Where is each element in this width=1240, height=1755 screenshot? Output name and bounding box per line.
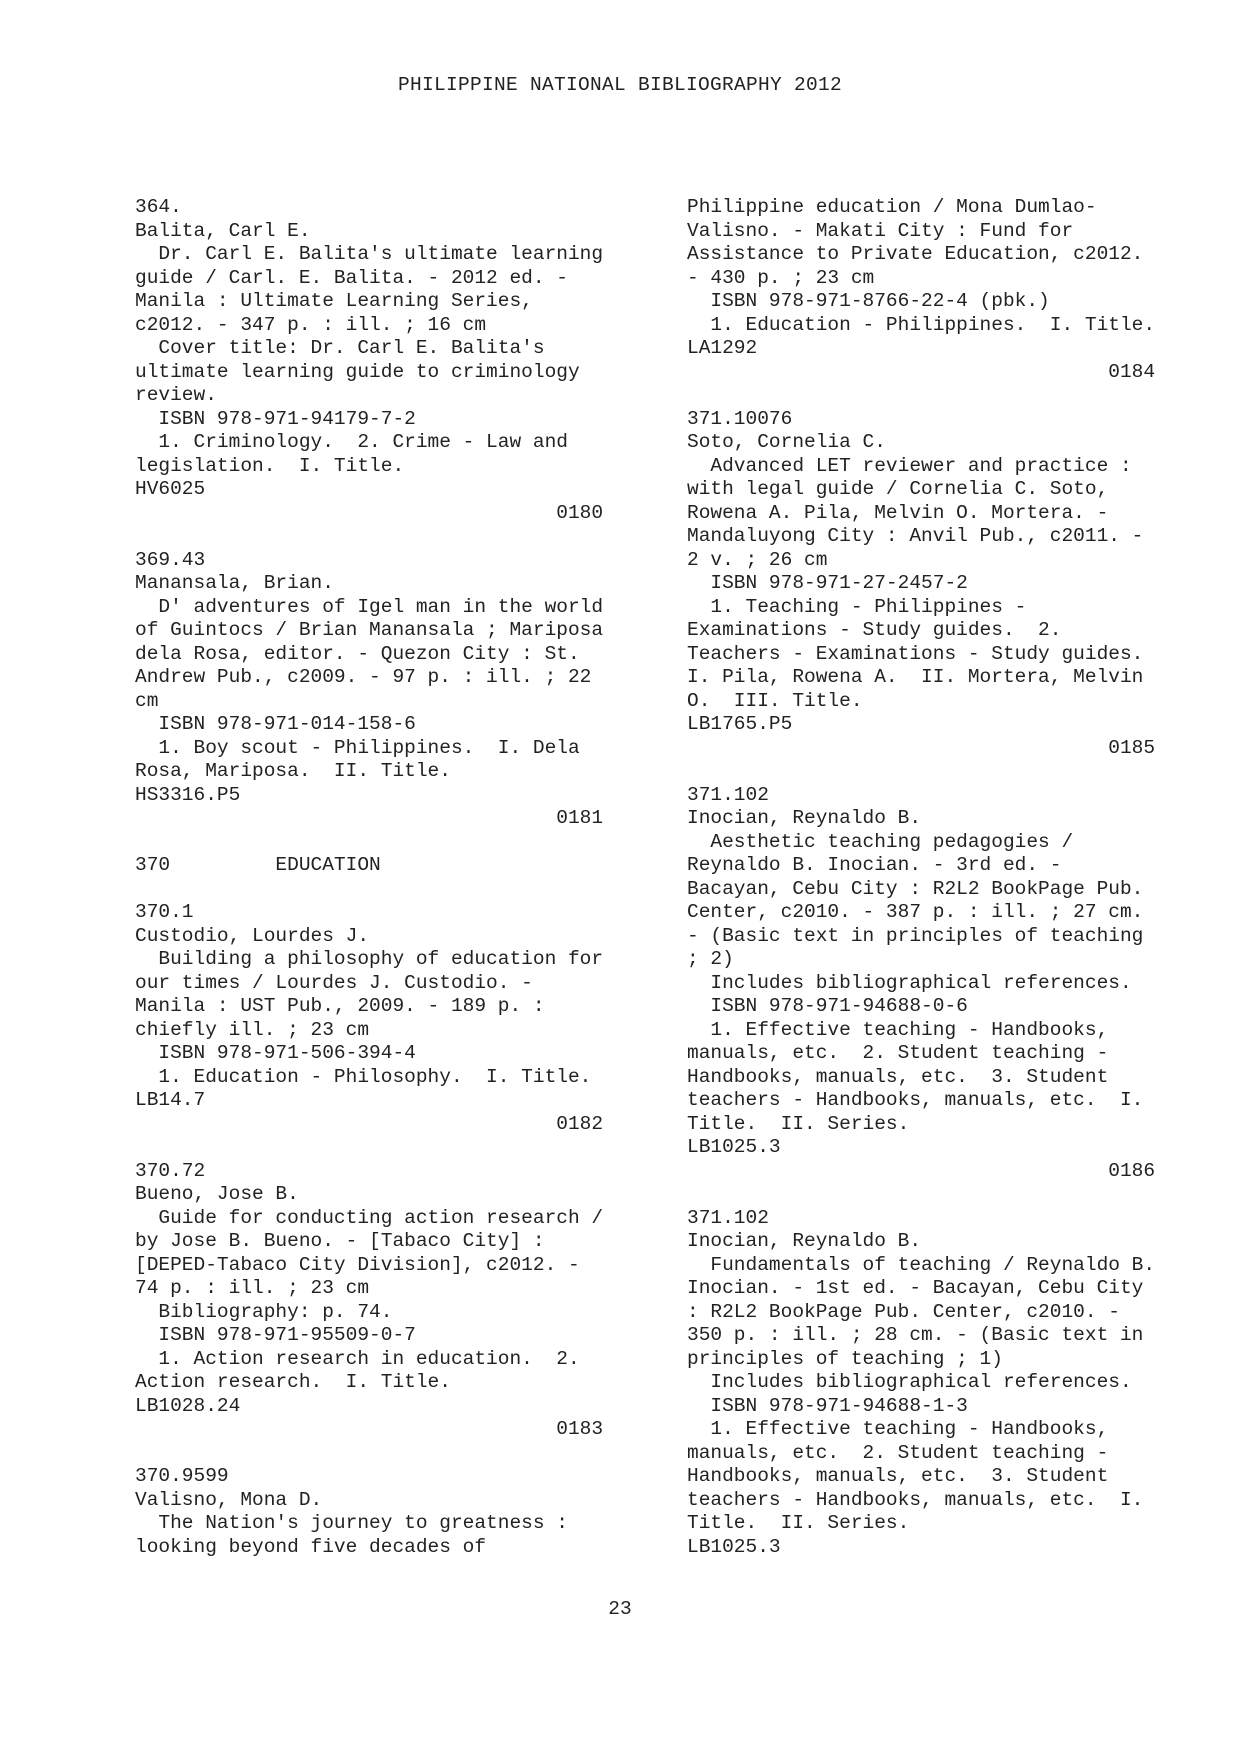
text-line: Bibliography: p. 74. bbox=[135, 1300, 393, 1323]
text-line: Action research. I. Title. bbox=[135, 1371, 451, 1393]
text-line: 1. Effective teaching - Handbooks, bbox=[687, 1018, 1109, 1041]
text-line: Custodio, Lourdes J. bbox=[135, 924, 370, 947]
blank-line bbox=[135, 1442, 655, 1466]
text-line: Guide for conducting action research / bbox=[135, 1206, 604, 1229]
text-line: 2 v. ; 26 cm bbox=[687, 548, 828, 571]
text-line: 371.10076 bbox=[687, 407, 793, 430]
text-line: 1. Criminology. 2. Crime - Law and bbox=[135, 431, 568, 453]
text-line: 371.102 bbox=[687, 783, 769, 806]
text-line: ; 2) bbox=[687, 948, 734, 970]
text-line: Includes bibliographical references. bbox=[687, 1371, 1132, 1393]
text-line: 1. Teaching - Philippines - bbox=[687, 595, 1027, 618]
text-line: manuals, etc. 2. Student teaching - bbox=[687, 1042, 1109, 1064]
right-column bbox=[687, 196, 1207, 1559]
text-line: LB1028.24 bbox=[135, 1394, 241, 1417]
text-line: Building a philosophy of education for bbox=[135, 948, 604, 970]
text-line: Dr. Carl E. Balita's ultimate learning bbox=[135, 243, 604, 265]
text-line: 350 p. : ill. ; 28 cm. - (Basic text in bbox=[687, 1324, 1144, 1346]
text-line: Rosa, Mariposa. II. Title. bbox=[135, 760, 451, 782]
text-line: Balita, Carl E. bbox=[135, 219, 311, 242]
text-line: Manila : Ultimate Learning Series, bbox=[135, 290, 533, 312]
text-line: 371.102 bbox=[687, 1206, 769, 1229]
text-line: by Jose B. Bueno. - [Tabaco City] : bbox=[135, 1230, 545, 1252]
text-line: ISBN 978-971-94688-0-6 bbox=[687, 995, 968, 1017]
text-line: Bacayan, Cebu City : R2L2 BookPage Pub. bbox=[687, 877, 1144, 900]
blank-line bbox=[687, 384, 1207, 408]
text-line: [DEPED-Tabaco City Division], c2012. - bbox=[135, 1253, 580, 1276]
text-line: 1. Effective teaching - Handbooks, bbox=[687, 1418, 1109, 1440]
left-column bbox=[135, 196, 655, 1559]
blank-line bbox=[135, 1136, 655, 1160]
blank-line bbox=[135, 878, 655, 902]
text-line: Mandaluyong City : Anvil Pub., c2011. - bbox=[687, 525, 1144, 547]
text-line: Assistance to Private Education, c2012. bbox=[687, 243, 1144, 265]
text-line: Inocian, Reynaldo B. bbox=[687, 807, 922, 829]
text-line: 0186 bbox=[687, 1159, 1156, 1182]
text-line: guide / Carl. E. Balita. - 2012 ed. - bbox=[135, 266, 568, 289]
text-line: 74 p. : ill. ; 23 cm bbox=[135, 1277, 370, 1299]
text-line: ISBN 978-971-95509-0-7 bbox=[135, 1324, 416, 1346]
text-line: Soto, Cornelia C. bbox=[687, 431, 886, 453]
text-line: c2012. - 347 p. : ill. ; 16 cm bbox=[135, 313, 487, 336]
text-line: Valisno, Mona D. bbox=[135, 1488, 323, 1511]
text-line: our times / Lourdes J. Custodio. - bbox=[135, 971, 533, 994]
text-line: 0185 bbox=[687, 736, 1156, 759]
text-line: Center, c2010. - 387 p. : ill. ; 27 cm. bbox=[687, 901, 1144, 923]
blank-line bbox=[135, 525, 655, 549]
text-line: 370.9599 bbox=[135, 1465, 229, 1487]
text-line: ISBN 978-971-94688-1-3 bbox=[687, 1394, 968, 1417]
text-line: 369.43 bbox=[135, 548, 206, 571]
text-line: ISBN 978-971-014-158-6 bbox=[135, 713, 416, 735]
text-line: ISBN 978-971-8766-22-4 (pbk.) bbox=[687, 290, 1050, 312]
page-header: PHILIPPINE NATIONAL BIBLIOGRAPHY 2012 bbox=[397, 74, 843, 96]
text-line: 1. Boy scout - Philippines. I. Dela bbox=[135, 736, 580, 759]
text-line: 364. bbox=[135, 196, 182, 218]
blank-line bbox=[687, 1183, 1207, 1207]
text-line: Handbooks, manuals, etc. 3. Student bbox=[687, 1465, 1109, 1487]
text-line: O. III. Title. bbox=[687, 689, 863, 712]
blank-line bbox=[687, 760, 1207, 784]
text-line: LB14.7 bbox=[135, 1089, 206, 1111]
text-line: ISBN 978-971-506-394-4 bbox=[135, 1042, 416, 1064]
text-line: chiefly ill. ; 23 cm bbox=[135, 1018, 370, 1041]
text-line: 1. Action research in education. 2. bbox=[135, 1347, 580, 1370]
text-line: Cover title: Dr. Carl E. Balita's bbox=[135, 337, 545, 359]
text-line: LA1292 bbox=[687, 337, 758, 359]
text-line: cm bbox=[135, 689, 159, 712]
text-line: Manansala, Brian. bbox=[135, 572, 334, 594]
text-line: Title. II. Series. bbox=[687, 1112, 910, 1135]
text-line: Philippine education / Mona Dumlao- bbox=[687, 196, 1097, 218]
text-line: 370.1 bbox=[135, 901, 194, 923]
text-line: - 430 p. ; 23 cm bbox=[687, 266, 875, 289]
text-line: 0180 bbox=[135, 501, 604, 524]
text-line: LB1025.3 bbox=[687, 1535, 781, 1558]
text-line: 0183 bbox=[135, 1418, 604, 1440]
text-line: Title. II. Series. bbox=[687, 1512, 910, 1534]
text-line: 370.72 bbox=[135, 1159, 206, 1182]
text-line: Rowena A. Pila, Melvin O. Mortera. - bbox=[687, 501, 1109, 524]
text-line: ISBN 978-971-27-2457-2 bbox=[687, 572, 968, 594]
text-line: Fundamentals of teaching / Reynaldo B. bbox=[687, 1253, 1156, 1276]
text-line: D' adventures of Igel man in the world bbox=[135, 595, 604, 618]
text-line: Advanced LET reviewer and practice : bbox=[687, 454, 1132, 477]
text-line: HV6025 bbox=[135, 478, 206, 500]
text-line: Bueno, Jose B. bbox=[135, 1183, 299, 1205]
text-line: ISBN 978-971-94179-7-2 bbox=[135, 407, 416, 430]
text-line: Handbooks, manuals, etc. 3. Student bbox=[687, 1065, 1109, 1088]
text-line: LB1765.P5 bbox=[687, 713, 793, 735]
text-line: : R2L2 BookPage Pub. Center, c2010. - bbox=[687, 1300, 1120, 1323]
text-line: Includes bibliographical references. bbox=[687, 971, 1132, 994]
text-line: with legal guide / Cornelia C. Soto, bbox=[687, 478, 1109, 500]
text-line: teachers - Handbooks, manuals, etc. I. bbox=[687, 1089, 1144, 1111]
text-line: Inocian, Reynaldo B. bbox=[687, 1230, 922, 1252]
text-line: ultimate learning guide to criminology bbox=[135, 360, 580, 383]
text-line: HS3316.P5 bbox=[135, 783, 241, 806]
text-line: - (Basic text in principles of teaching bbox=[687, 924, 1144, 947]
text-line: 1. Education - Philosophy. I. Title. bbox=[135, 1065, 592, 1088]
text-line: I. Pila, Rowena A. II. Mortera, Melvin bbox=[687, 666, 1144, 688]
text-line: Valisno. - Makati City : Fund for bbox=[687, 219, 1074, 242]
text-line: Aesthetic teaching pedagogies / bbox=[687, 830, 1074, 853]
text-line: LB1025.3 bbox=[687, 1136, 781, 1158]
blank-line bbox=[135, 831, 655, 855]
text-line: of Guintocs / Brian Manansala ; Mariposa bbox=[135, 619, 604, 641]
text-line: The Nation's journey to greatness : bbox=[135, 1512, 568, 1534]
text-line: Examinations - Study guides. 2. bbox=[687, 619, 1062, 641]
text-line: 0184 bbox=[687, 360, 1156, 383]
text-line: 0181 bbox=[135, 807, 604, 829]
text-line: looking beyond five decades of bbox=[135, 1535, 487, 1558]
text-line: teachers - Handbooks, manuals, etc. I. bbox=[687, 1488, 1144, 1511]
text-line: 1. Education - Philippines. I. Title. bbox=[687, 313, 1156, 336]
text-line: review. bbox=[135, 384, 217, 406]
text-line: 0182 bbox=[135, 1112, 604, 1135]
text-line: dela Rosa, editor. - Quezon City : St. bbox=[135, 642, 580, 665]
text-line: Teachers - Examinations - Study guides. bbox=[687, 642, 1144, 665]
text-line: Andrew Pub., c2009. - 97 p. : ill. ; 22 bbox=[135, 666, 592, 688]
text-line: legislation. I. Title. bbox=[135, 454, 405, 477]
page-number: 23 bbox=[608, 1598, 632, 1620]
text-line: 370 EDUCATION bbox=[135, 854, 381, 876]
text-line: manuals, etc. 2. Student teaching - bbox=[687, 1441, 1109, 1464]
text-line: Inocian. - 1st ed. - Bacayan, Cebu City bbox=[687, 1277, 1144, 1299]
text-line: Manila : UST Pub., 2009. - 189 p. : bbox=[135, 995, 545, 1017]
text-line: Reynaldo B. Inocian. - 3rd ed. - bbox=[687, 854, 1062, 876]
text-line: principles of teaching ; 1) bbox=[687, 1347, 1003, 1370]
